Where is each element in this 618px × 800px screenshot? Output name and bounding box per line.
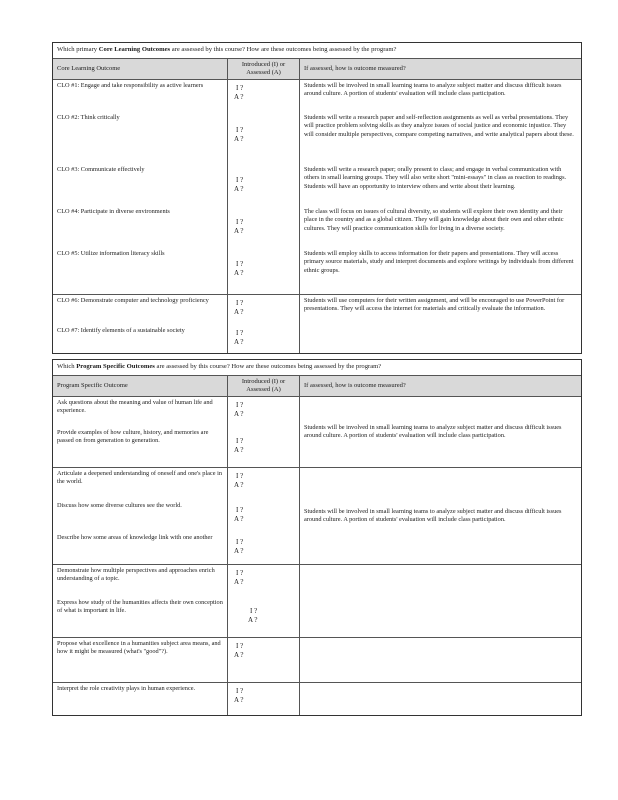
- clo-5-measure: Students will employ skills to access information for their papers and presentations. They will access primary source materials, study and interpret documents and explore writings by individuals from different ethnic groups.: [304, 250, 574, 274]
- program-header-ia: Introduced (I) or Assessed (A): [228, 376, 300, 396]
- clo-3: CLO #3: Communicate effectively: [57, 166, 145, 173]
- pso-3-ia: I ? A ?: [234, 472, 244, 489]
- clo-6-ia: I ? A ?: [234, 299, 244, 316]
- core-header-ia: Introduced (I) or Assessed (A): [228, 59, 300, 79]
- pso-1: Ask questions about the meaning and value of human life and experience.: [57, 399, 213, 415]
- program-row-2: [53, 468, 581, 565]
- clo-6-measure: Students will use computers for their written assignment, and will be encouraged to use PowerPoint for presentations. They will access the internet for materials and critically evaluate the information.: [304, 297, 565, 313]
- program-row-1: [53, 397, 581, 468]
- program-row-3: [53, 565, 581, 638]
- pso-8: Propose what excellence in a humanities subject area means, and how it might be measured (what's "good"?).: [57, 640, 221, 656]
- pso-5: Describe how some areas of knowledge link with one another: [57, 534, 213, 541]
- pso-2: Provide examples of how culture, history, and memories are passed on from generation to generation.: [57, 429, 209, 445]
- clo-7-ia: I ? A ?: [234, 329, 244, 346]
- pso-5-ia: I ? A ?: [234, 538, 244, 555]
- clo-7: CLO #7: Identify elements of a sustainable society: [57, 327, 185, 334]
- core-header-row: [53, 59, 581, 80]
- core-header-outcome: Core Learning Outcome: [53, 59, 228, 79]
- program-header-measure: If assessed, how is outcome measured?: [304, 382, 406, 389]
- program-row-4: [53, 638, 581, 683]
- pso-9: Interpret the role creativity plays in human experience.: [57, 685, 196, 692]
- clo-3-measure: Students will write a research paper; orally present to class; and engage in verbal communication with others in small learning groups. They will also write short "mini-essays" in class as reaction to readings. Students will have an opportunity to interview others and write about their learning.: [304, 166, 567, 190]
- program-outcomes-table: [52, 359, 582, 716]
- clo-6: CLO #6: Demonstrate computer and technology proficiency: [57, 297, 209, 304]
- program-header-row: [53, 376, 581, 397]
- pso-7: Express how study of the humanities affects their own conception of what is important in life.: [57, 599, 223, 615]
- pso-6: Demonstrate how multiple perspectives and approaches enrich understanding of a topic.: [57, 567, 215, 583]
- core-row-main: [53, 80, 581, 295]
- pso-1-ia: I ? A ?: [234, 401, 244, 418]
- clo-5: CLO #5: Utilize information literacy skills: [57, 250, 165, 257]
- pso-9-ia: I ? A ?: [234, 687, 244, 704]
- clo-2-ia: I ? A ?: [234, 126, 244, 143]
- core-outcomes-table: [52, 42, 582, 354]
- clo-2-measure: Students will write a research paper and self-reflection assignments as well as verbal presentations. They will practice problem solving skills as they analyze issues of social justice and economic injustice. They will consider multiple perspectives, compare competing narratives, and write analytical papers about these.: [304, 114, 574, 138]
- clo-1: CLO #1: Engage and take responsibility as active learners: [57, 82, 204, 89]
- core-question: Which primary Core Learning Outcomes are assessed by this course? How are these outcomes being assessed by the program?: [53, 43, 581, 59]
- pso-4-ia: I ? A ?: [234, 506, 244, 523]
- pso-2-ia: I ? A ?: [234, 437, 244, 454]
- pso-8-ia: I ? A ?: [234, 642, 244, 659]
- clo-1-ia: I ? A ?: [234, 84, 244, 101]
- clo-3-ia: I ? A ?: [234, 176, 244, 193]
- program-question: Which Program Specific Outcomes are assessed by this course? How are these outcomes being assessed by the program?: [53, 360, 581, 376]
- clo-4: CLO #4: Participate in diverse environments: [57, 208, 170, 215]
- program-row-5: [53, 683, 581, 715]
- pso-block-2-measure: Students will be involved in small learning teams to analyze subject matter and discuss difficult issues around culture. A portion of students' evaluation will include class participation.: [304, 507, 562, 523]
- clo-5-ia: I ? A ?: [234, 260, 244, 277]
- clo-4-measure: The class will focus on issues of cultural diversity, so students will explore their own identity and their place in the country and as a global citizen. They will gain knowledge about their own and other ethnic cultures. They will practice communication skills for living in a diverse society.: [304, 208, 564, 232]
- pso-4: Discuss how some diverse cultures see the world.: [57, 502, 182, 509]
- clo-1-measure: Students will be involved in small learning teams to analyze subject matter and discuss difficult issues around culture. A portion of students' evaluation will include class participation.: [304, 82, 562, 98]
- pso-block-1-measure: Students will be involved in small learning teams to analyze subject matter and discuss difficult issues around culture. A portion of students' evaluation will include class participation.: [304, 423, 562, 439]
- pso-6-ia: I ? A ?: [234, 569, 244, 586]
- program-header-outcome: Program Specific Outcome: [53, 376, 228, 396]
- pso-3: Articulate a deepened understanding of oneself and one's place in the world.: [57, 470, 222, 486]
- core-header-measure: If assessed, how is outcome measured?: [304, 65, 406, 72]
- clo-4-ia: I ? A ?: [234, 218, 244, 235]
- core-row-tech: [53, 295, 581, 353]
- clo-2: CLO #2: Think critically: [57, 114, 120, 121]
- pso-7-ia: I ? A ?: [248, 607, 258, 624]
